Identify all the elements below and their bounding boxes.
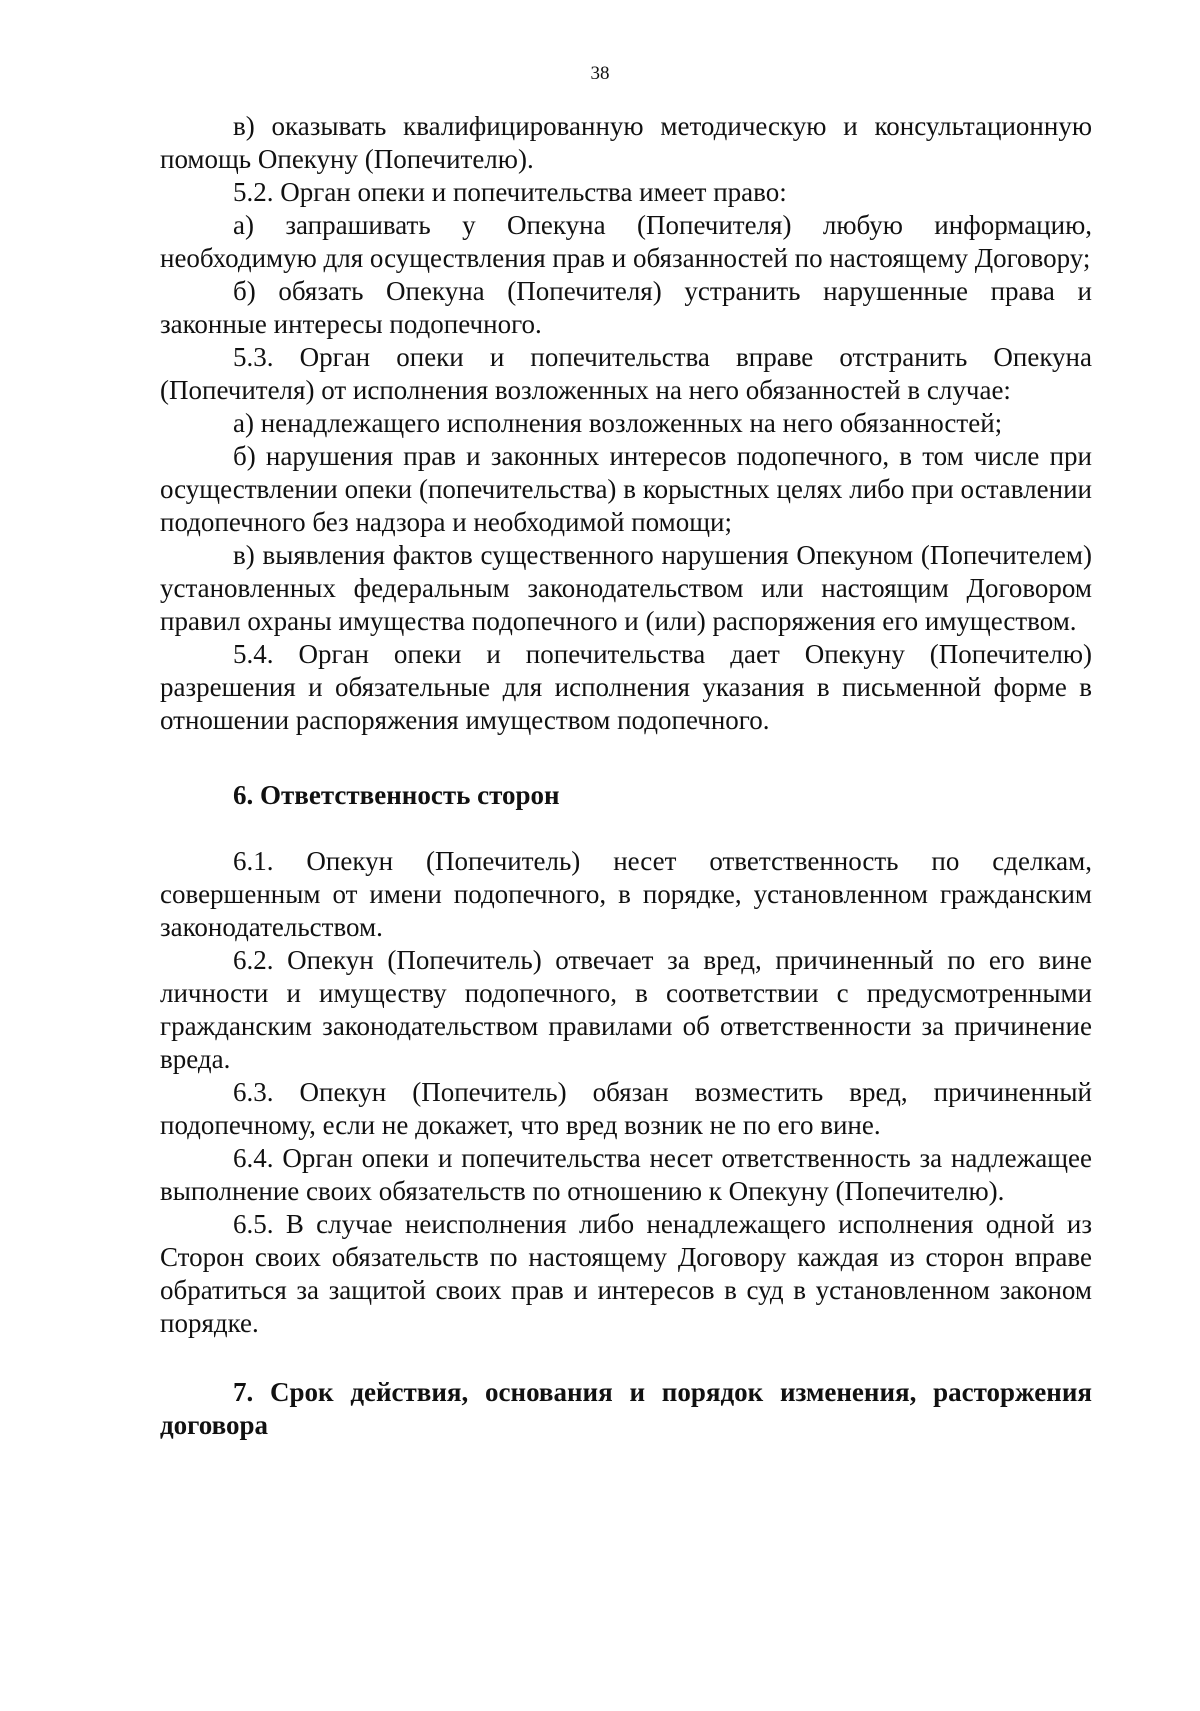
- paragraph-6-1: 6.1. Опекун (Попечитель) несет ответственность по сделкам, совершенным от имени подопечного, в порядке, установленном гражданским законодательством.: [160, 846, 1092, 942]
- paragraph-6-3: 6.3. Опекун (Попечитель) обязан возместить вред, причиненный подопечному, если не докажет, что вред возник не по его вине.: [160, 1077, 1092, 1140]
- spacer: [160, 1340, 1092, 1376]
- section-heading-7: 7. Срок действия, основания и порядок изменения, расторжения договора: [160, 1377, 1092, 1440]
- spacer: [160, 737, 1092, 779]
- paragraph-5-3-a: а) ненадлежащего исполнения возложенных на него обязанностей;: [233, 408, 1003, 438]
- section-heading-6: 6. Ответственность сторон: [233, 780, 560, 810]
- paragraph-5-3-b: б) нарушения прав и законных интересов подопечного, в том числе при осуществлении опеки (попечительства) в корыстных целях либо при оставлении подопечного без надзора и необходимой помощи;: [160, 441, 1092, 537]
- paragraph-6-5: 6.5. В случае неисполнения либо ненадлежащего исполнения одной из Сторон своих обязательств по настоящему Договору каждая из сторон вправе обратиться за защитой своих прав и интересов в суд в установленном законом порядке.: [160, 1209, 1092, 1338]
- paragraph-5-3: 5.3. Орган опеки и попечительства вправе отстранить Опекуна (Попечителя) от исполнения возложенных на него обязанностей в случае:: [160, 342, 1092, 405]
- paragraph-6-4: 6.4. Орган опеки и попечительства несет ответственность за надлежащее выполнение своих обязательств по отношению к Опекуну (Попечителю).: [160, 1143, 1092, 1206]
- paragraph-5-2: 5.2. Орган опеки и попечительства имеет право:: [233, 177, 787, 207]
- paragraph-6-2: 6.2. Опекун (Попечитель) отвечает за вред, причиненный по его вине личности и имуществу подопечного, в соответствии с предусмотренными гражданским законодательством правилами об ответственности за причинение вреда.: [160, 945, 1092, 1074]
- paragraph-5-4: 5.4. Орган опеки и попечительства дает Опекуну (Попечителю) разрешения и обязательные для исполнения указания в письменной форме в отношении распоряжения имуществом подопечного.: [160, 639, 1092, 735]
- paragraph-5-1-c: в) оказывать квалифицированную методическую и консультационную помощь Опекуну (Попечителю).: [160, 111, 1092, 174]
- paragraph-5-2-b: б) обязать Опекуна (Попечителя) устранить нарушенные права и законные интересы подопечного.: [160, 276, 1092, 339]
- spacer: [160, 812, 1092, 845]
- paragraph-5-2-a: а) запрашивать у Опекуна (Попечителя) любую информацию, необходимую для осуществления прав и обязанностей по настоящему Договору;: [160, 210, 1092, 273]
- paragraph-5-3-c: в) выявления фактов существенного нарушения Опекуном (Попечителем) установленных федеральным законодательством или настоящим Договором правил охраны имущества подопечного и (или) распоряжения его имуществом.: [160, 540, 1092, 636]
- page-number: 38: [590, 63, 610, 84]
- document-body: [160, 110, 1092, 1442]
